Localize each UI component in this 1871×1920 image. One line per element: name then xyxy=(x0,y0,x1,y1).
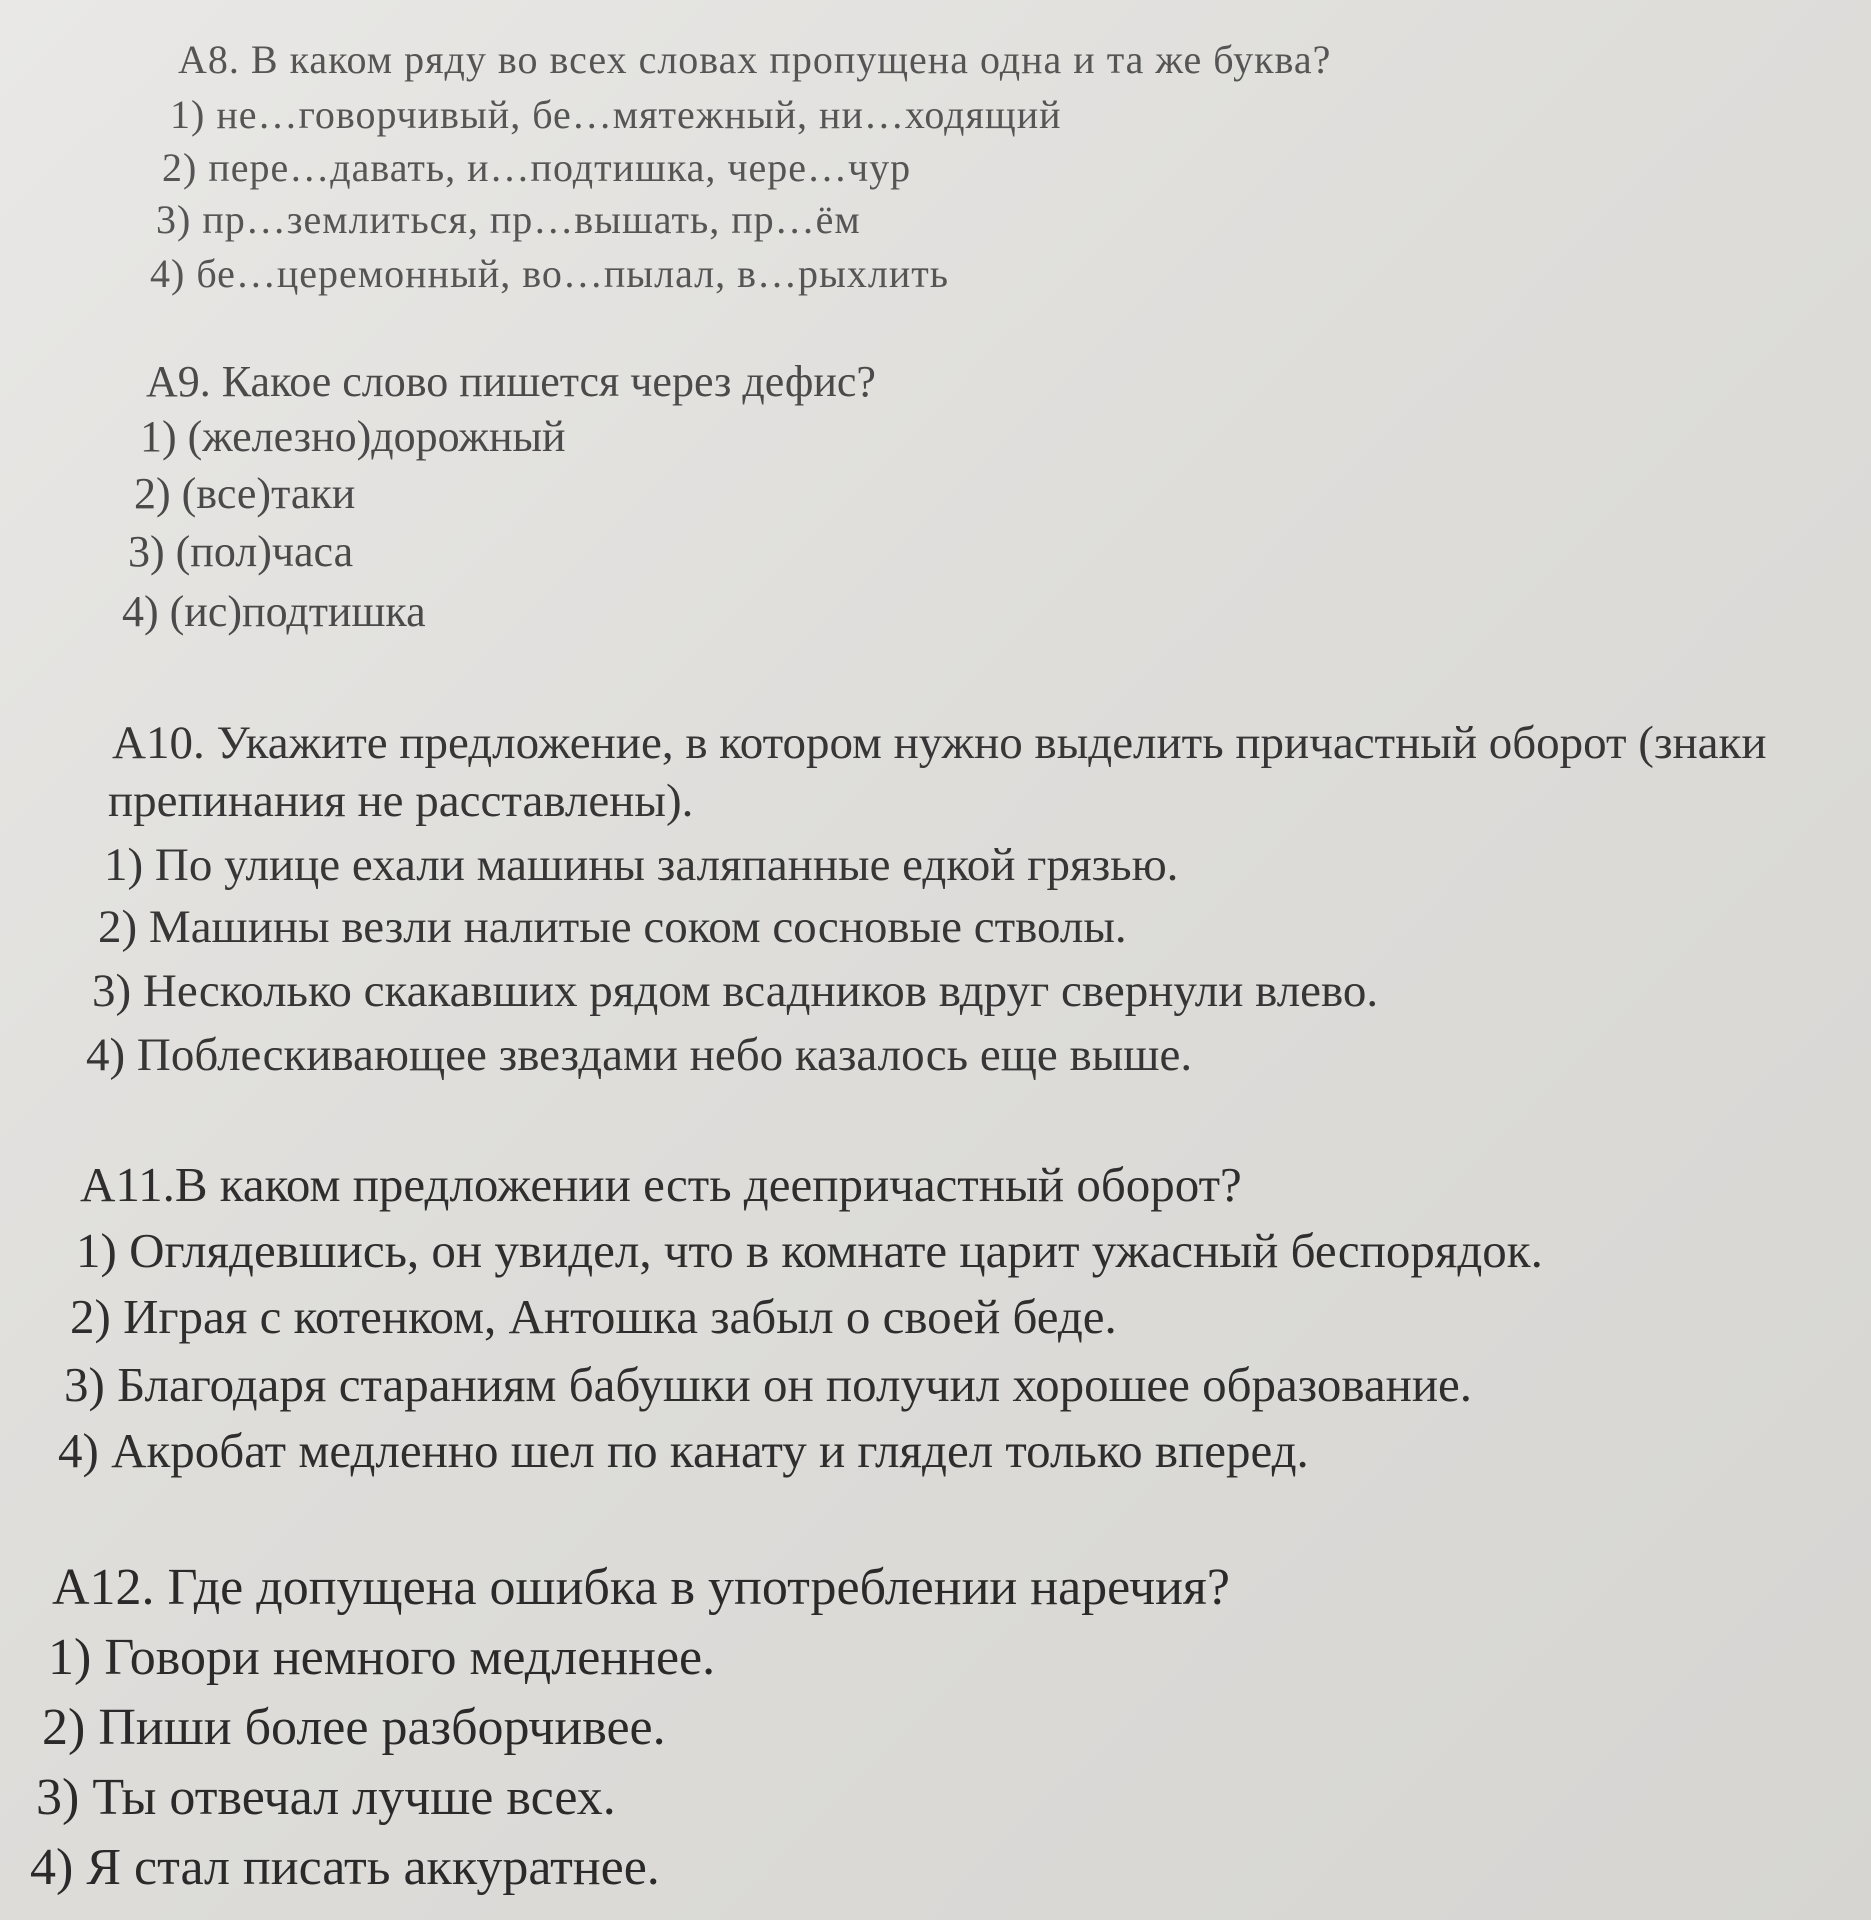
question-a10-title-line-2: препинания не расставлены). xyxy=(108,775,694,827)
question-a10-option-1: 1) По улице ехали машины заляпанные едкой грязью. xyxy=(104,839,1179,891)
question-a9-option-1: 1) (железно)дорожный xyxy=(140,412,566,461)
question-a11-option-2: 2) Играя с котенком, Антошка забыл о своей беде. xyxy=(70,1289,1117,1344)
question-a9-option-2: 2) (все)таки xyxy=(134,469,356,518)
question-a8-option-2: 2) пере…давать, и…подтишка, чере…чур xyxy=(162,145,912,190)
question-a11-option-4: 4) Акробат медленно шел по канату и глядел только вперед. xyxy=(58,1423,1309,1478)
question-a9-option-4: 4) (ис)подтишка xyxy=(122,587,426,636)
question-a11-title: А11.В каком предложении есть деепричастный оборот? xyxy=(80,1157,1242,1212)
question-a11-option-3: 3) Благодаря стараниям бабушки он получил хорошее образование. xyxy=(64,1357,1473,1412)
question-a8-option-1: 1) не…говорчивый, бе…мятежный, ни…ходящий xyxy=(170,92,1062,137)
question-a10-option-3: 3) Несколько скакавших рядом всадников вдруг свернули влево. xyxy=(92,965,1379,1017)
question-a12-option-3: 3) Ты отвечал лучше всех. xyxy=(36,1769,616,1826)
question-a11-option-1: 1) Оглядевшись, он увидел, что в комнате царит ужасный беспорядок. xyxy=(76,1223,1543,1278)
question-a12-title: А12. Где допущена ошибка в употреблении наречия? xyxy=(52,1559,1230,1616)
question-a9-option-3: 3) (пол)часа xyxy=(128,527,354,576)
question-a10-option-2: 2) Машины везли налитые соком сосновые стволы. xyxy=(98,901,1127,953)
question-a12-option-2: 2) Пиши более разборчивее. xyxy=(42,1699,666,1756)
question-a10-option-4: 4) Поблескивающее звездами небо казалось еще выше. xyxy=(86,1029,1193,1081)
question-a8-title: А8. В каком ряду во всех словах пропущена одна и та же буква? xyxy=(178,37,1332,82)
question-a9-title: А9. Какое слово пишется через дефис? xyxy=(146,357,876,406)
question-a10-title-line-1: А10. Укажите предложение, в котором нужно выделить причастный оборот (знаки xyxy=(112,717,1767,769)
question-a12-option-4: 4) Я стал писать аккуратнее. xyxy=(30,1839,660,1896)
question-a8-option-4: 4) бе…церемонный, во…пылал, в…рыхлить xyxy=(150,251,949,296)
question-a12-option-1: 1) Говори немного медленнее. xyxy=(48,1629,716,1686)
question-a8-option-3: 3) пр…землиться, пр…вышать, пр…ём xyxy=(156,197,861,242)
